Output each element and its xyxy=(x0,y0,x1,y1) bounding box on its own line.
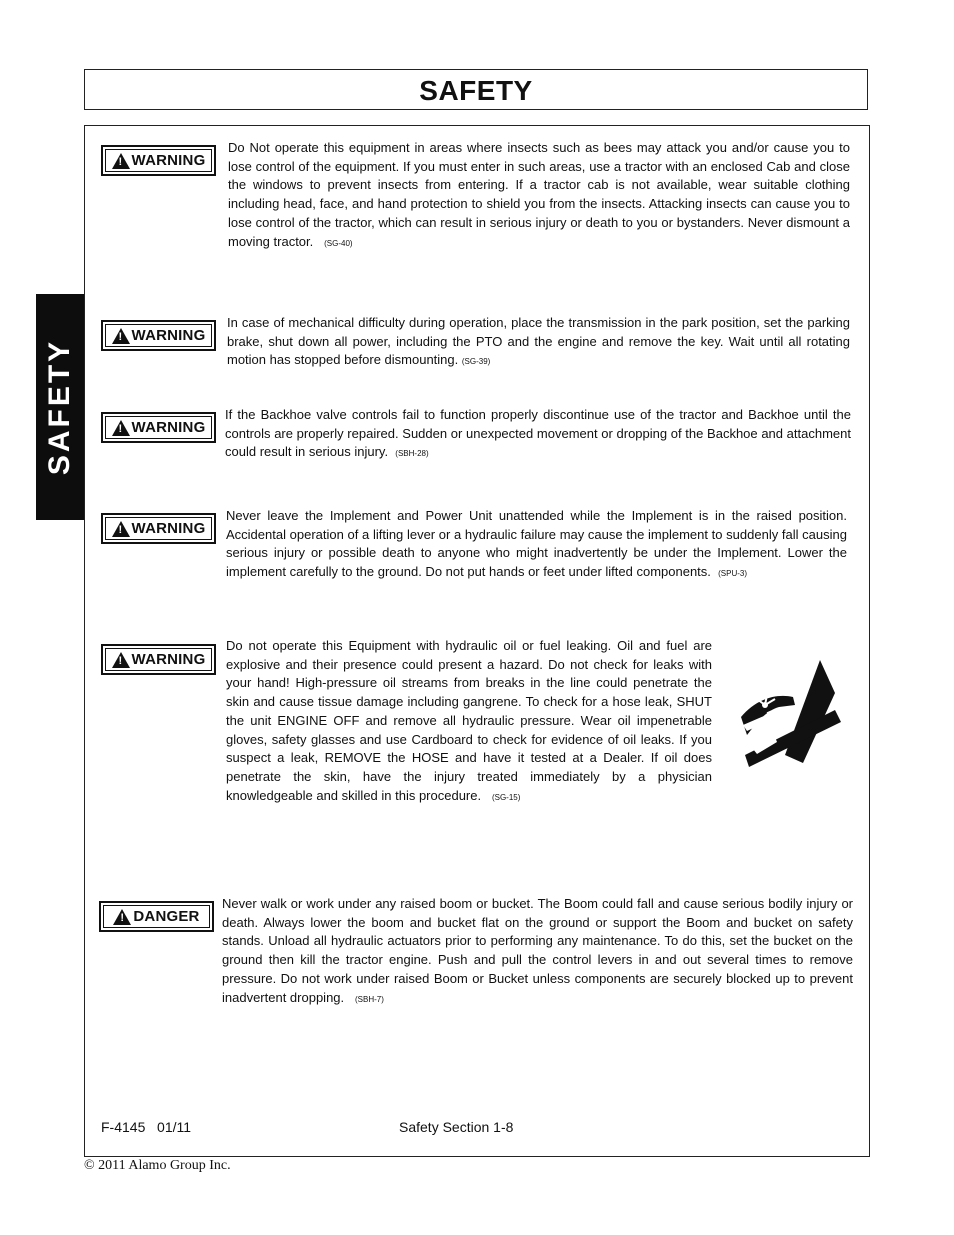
section-page-label: Safety Section 1-8 xyxy=(399,1119,514,1135)
signal-word: WARNING xyxy=(131,152,206,169)
page-header-box xyxy=(84,69,868,110)
message-text: Do Not operate this equipment in areas where insects such as bees may attack you and/or cause you to lose control of the equipment. If you must enter in such areas, use a tractor with an enclosed Cab and close the windows to prevent insects from entering. If a tractor cab is not available, wear suitable clothing including head, face, and hand protection to shield you from the insects. Attacking insects can cause you to lose control of the tractor, which can result in serious injury or death to you or bystanders. Never dismount a moving tractor. xyxy=(228,140,850,249)
warning-sign xyxy=(101,145,216,176)
alert-triangle-icon xyxy=(112,420,130,436)
signal-word: WARNING xyxy=(131,651,206,668)
message-code: (SG-39) xyxy=(461,357,491,367)
safety-message xyxy=(222,895,853,1009)
safety-message xyxy=(225,406,851,464)
safety-message xyxy=(226,507,847,584)
message-text: Do not operate this Equipment with hydraulic oil or fuel leaking. Oil and fuel are explosive and their presence could present a hazard. Do not check for leaks with your hand! High-pressure oil streams from breaks in the line could penetrate the skin and cause tissue damage including gangrene. To check for a hose leak, SHUT the unit ENGINE OFF and remove all hydraulic pressure. Wear oil impenetrable gloves, safety glasses and use Cardboard to check for evidence of oil leaks. If you suspect a leak, REMOVE the HOSE and have it tested at a Dealer. If oil does penetrate the skin, have the injury treated immediately by a physician knowledgeable and skilled in this procedure. xyxy=(226,638,712,803)
signal-word: WARNING xyxy=(131,327,206,344)
message-code: (SBH-7) xyxy=(355,994,384,1004)
alert-triangle-icon xyxy=(112,153,130,169)
danger-sign xyxy=(99,901,214,932)
high-pressure-fluid-hand-icon xyxy=(735,655,845,767)
alert-triangle-icon xyxy=(112,328,130,344)
warning-sign xyxy=(101,412,216,443)
side-tab-label: SAFETY xyxy=(43,338,76,476)
alert-triangle-icon xyxy=(112,521,130,537)
safety-message xyxy=(226,637,712,807)
message-text: Never walk or work under any raised boom or bucket. The Boom could fall and cause serious bodily injury or death. Always lower the boom and bucket flat on the ground or support the Boom and bucket on safety stands. Unload all hydraulic actuators prior to performing any maintenance. To do this, set the bucket on the ground then kill the tractor engine. Push and pull the control levers in and out several times to remove pressure. Do not work under raised Boom or Bucket unless components are securely blocked up to prevent inadvertent dropping. xyxy=(222,896,853,1005)
alert-triangle-icon xyxy=(112,652,130,668)
safety-message xyxy=(228,139,850,253)
message-text: In case of mechanical difficulty during operation, place the transmission in the park position, set the parking brake, shut down all power, including the PTO and the engine and remove the key. Wait until all rotating motion has stopped before dismounting. xyxy=(227,315,850,368)
message-code: (SG-15) xyxy=(491,792,521,802)
message-code: (SG-40) xyxy=(324,238,353,248)
message-text: If the Backhoe valve controls fail to function properly discontinue use of the tractor and Backhoe until the controls are properly repaired. Sudden or unexpected movement or dropping of the Backhoe and attachment could result in serious injury. xyxy=(225,407,851,460)
side-section-tab xyxy=(36,294,84,520)
warning-sign xyxy=(101,644,216,675)
message-code: (SBH-28) xyxy=(395,449,429,459)
message-text: Never leave the Implement and Power Unit unattended while the Implement is in the raised position. Accidental operation of a lifting lever or a hydraulic failure may cause the implement to suddenly fall causing serious injury or possible death to anyone who might inadvertently be under the Implement. Lower the implement carefully to the ground. Do not put hands or feet under lifted components. xyxy=(226,508,847,580)
safety-message xyxy=(227,314,850,372)
signal-word: WARNING xyxy=(131,419,206,436)
signal-word: WARNING xyxy=(131,520,206,537)
page-title: SAFETY xyxy=(419,75,533,106)
document-number: F-4145 01/11 xyxy=(101,1119,192,1135)
copyright-notice: © 2011 Alamo Group Inc. xyxy=(84,1158,231,1173)
alert-triangle-icon xyxy=(113,909,131,925)
warning-sign xyxy=(101,320,216,351)
warning-sign xyxy=(101,513,216,544)
message-code: (SPU-3) xyxy=(718,569,748,579)
signal-word: DANGER xyxy=(133,908,200,925)
